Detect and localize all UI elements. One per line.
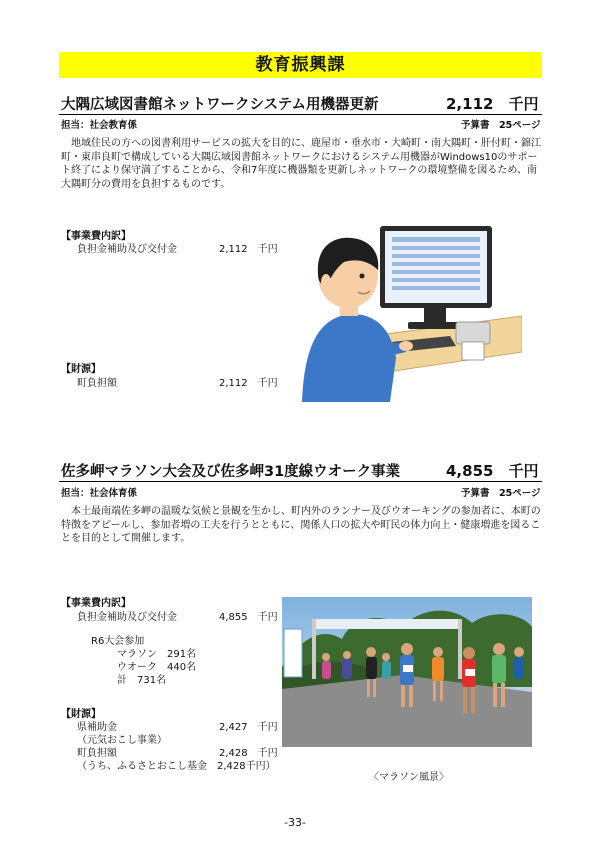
participation-marathon: マラソン 291名 bbox=[117, 649, 197, 660]
section2-breakdown-item: 負担金補助及び交付金 bbox=[77, 612, 177, 623]
section1-rule bbox=[59, 114, 542, 115]
section1-breakdown-item: 負担金補助及び交付金 bbox=[77, 244, 177, 255]
funding-town-share-value: 2,428 千円 bbox=[219, 748, 278, 759]
section2-page-ref: 予算書 25ページ bbox=[461, 488, 541, 499]
section1-page-ref: 予算書 25ページ bbox=[461, 120, 541, 131]
section1-tantou: 担当：社会教育係 bbox=[61, 120, 138, 131]
section2-tantou: 担当：社会体育係 bbox=[61, 488, 138, 499]
printer-icon bbox=[456, 322, 490, 344]
funding-town-share-note: （うち、ふるさとおこし基金 2,428千円） bbox=[77, 761, 276, 772]
section2-breakdown-label: 【事業費内訳】 bbox=[61, 598, 131, 609]
marathon-photo bbox=[282, 597, 532, 747]
participation-total: 計 731名 bbox=[117, 675, 167, 686]
participation-heading: R6大会参加 bbox=[91, 636, 145, 647]
section2-rule bbox=[59, 481, 542, 482]
section1-funding-value: 2,112 千円 bbox=[219, 378, 278, 389]
section1-amount: 2,112 千円 bbox=[446, 95, 539, 113]
section2-amount: 4,855 千円 bbox=[446, 462, 539, 480]
section1-breakdown-label: 【事業費内訳】 bbox=[61, 231, 131, 242]
funding-pref-subsidy-note: （元気おこし事業） bbox=[77, 735, 167, 746]
section2-description: 本土最南端佐多岬の温暖な気候と景観を生かし、町内外のランナー及びウオーキングの参加者に、本町の特徴をアピールし、参加者増の工夫を行うとともに、関係人口の拡大や町民の体力向上・健康増進を図ることを目的として開催します。 bbox=[61, 506, 541, 544]
page-number: -33- bbox=[284, 816, 306, 829]
person-at-computer-illustration bbox=[300, 218, 522, 402]
section1-funding-item: 町負担額 bbox=[77, 378, 117, 389]
funding-pref-subsidy: 県補助金 bbox=[77, 722, 117, 733]
section1-funding-label: 【財源】 bbox=[61, 364, 101, 375]
section1-description: 地域住民の方への図書利用サービスの拡大を目的に、鹿屋市・垂水市・大崎町・南大隅町・肝付町・錦江町・東串良町で構成している大隅広域図書館ネットワークにおけるシステム用機器がWindows10のサポート終了により保守満了することから、令和7年度に機器類を更新しネットワークの環境整備を図るため、南大隅町分の費用を負担するものです。 bbox=[61, 138, 541, 190]
funding-town-share: 町負担額 bbox=[77, 748, 117, 759]
photo-caption: 〈マラソン風景〉 bbox=[369, 772, 449, 783]
section1-title: 大隅広域図書館ネットワークシステム用機器更新 bbox=[61, 97, 379, 113]
section2-funding-label: 【財源】 bbox=[61, 709, 101, 720]
funding-pref-subsidy-value: 2,427 千円 bbox=[219, 722, 278, 733]
participation-walk: ウオーク 440名 bbox=[117, 662, 197, 673]
section2-title: 佐多岬マラソン大会及び佐多岬31度線ウオーク事業 bbox=[61, 464, 401, 480]
department-title: 教育振興課 bbox=[59, 52, 542, 78]
section2-breakdown-value: 4,855 千円 bbox=[219, 612, 278, 623]
section1-breakdown-value: 2,112 千円 bbox=[219, 244, 278, 255]
